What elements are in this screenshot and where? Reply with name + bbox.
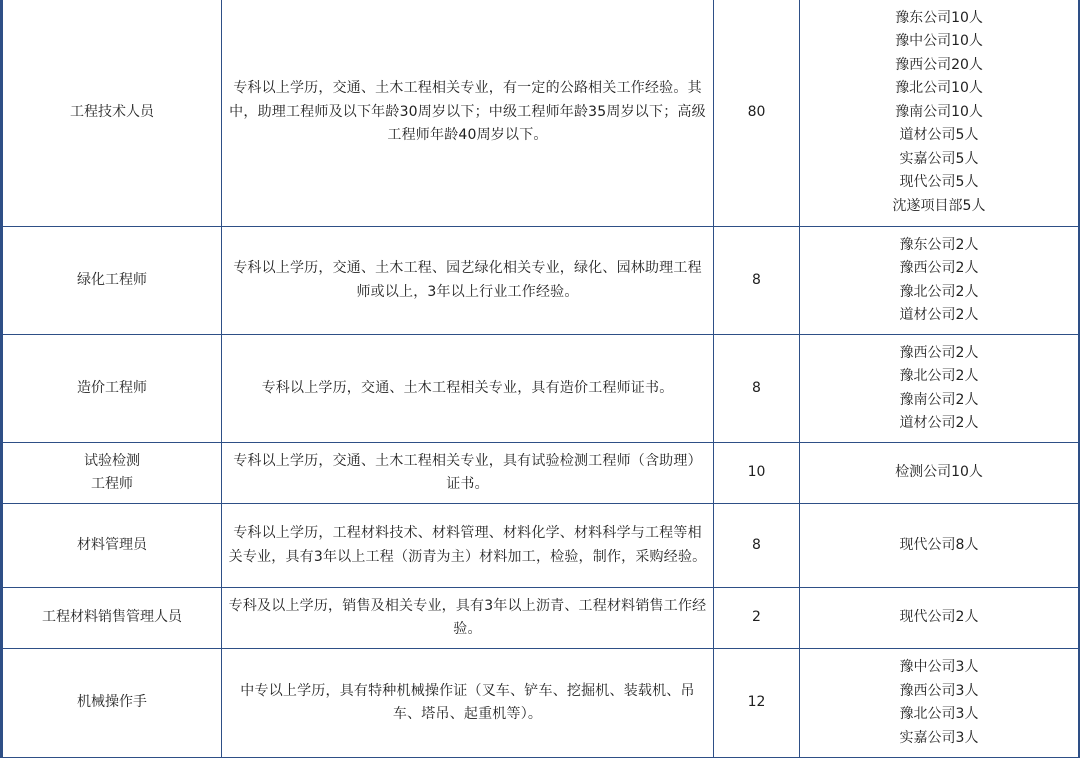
requirement-text: 专科以上学历，工程材料技术、材料管理、材料化学、材料科学与工程等相关专业，具有3年以上工程（沥青为主）材料加工，检验，制作，采购经验。	[228, 525, 707, 565]
distribution-item: 豫北公司10人	[895, 80, 983, 97]
position-name: 工程技术人员	[70, 103, 154, 120]
headcount-cell: 12	[714, 649, 800, 758]
distribution-item: 现代公司2人	[899, 609, 979, 626]
headcount-cell: 8	[714, 504, 800, 588]
distribution-cell	[800, 227, 1079, 335]
table-row	[3, 335, 1079, 443]
distribution-item: 豫西公司20人	[895, 56, 983, 73]
distribution-item: 检测公司10人	[895, 464, 983, 481]
distribution-item: 豫北公司3人	[899, 706, 979, 722]
distribution-item: 豫西公司3人	[899, 682, 979, 699]
position-cell	[3, 443, 222, 504]
distribution-cell	[800, 504, 1079, 588]
position-name: 工程材料销售管理人员	[42, 609, 182, 626]
position-cell	[3, 335, 222, 443]
requirement-text: 专科以上学历，交通、土木工程相关专业，具有造价工程师证书。	[261, 379, 674, 396]
position-name: 试验检测	[84, 452, 140, 469]
position-name: 绿化工程师	[77, 271, 147, 288]
requirement-cell	[222, 504, 714, 588]
distribution-cell	[800, 649, 1079, 758]
position-name: 机械操作手	[77, 694, 147, 711]
headcount-cell: 8	[714, 335, 800, 443]
distribution-item: 豫东公司10人	[895, 9, 983, 26]
requirement-cell	[222, 443, 714, 504]
requirement-text: 专科以上学历，交通、土木工程、园艺绿化相关专业，绿化、园林助理工程师或以上，3年以上行业工作经验。	[233, 260, 702, 300]
requirement-text: 专科及以上学历，销售及相关专业，具有3年以上沥青、工程材料销售工作经验。	[228, 597, 707, 637]
distribution-item: 豫北公司2人	[899, 368, 979, 384]
position-name: 造价工程师	[77, 379, 147, 396]
position-name: 材料管理员	[77, 536, 147, 553]
distribution-item: 实嘉公司5人	[899, 150, 979, 167]
table-row	[3, 649, 1079, 758]
distribution-item: 道材公司2人	[899, 415, 979, 431]
distribution-item: 豫东公司2人	[899, 236, 979, 253]
table-body	[3, 0, 1079, 758]
table-row	[3, 443, 1079, 504]
distribution-item: 道材公司2人	[899, 307, 979, 323]
distribution-item: 豫南公司10人	[895, 103, 983, 120]
distribution-item: 豫南公司2人	[899, 391, 979, 408]
headcount-cell: 10	[714, 443, 800, 504]
distribution-item: 沈遂项目部5人	[892, 197, 986, 214]
distribution-item: 豫中公司3人	[899, 659, 979, 675]
requirement-text: 专科以上学历，交通、土木工程相关专业，有一定的公路相关工作经验。其中，助理工程师及以下年龄30周岁以下；中级工程师年龄35周岁以下；高级工程师年龄40周岁以下。	[229, 80, 706, 144]
table-row	[3, 0, 1079, 227]
table-row	[3, 588, 1079, 649]
distribution-item: 豫西公司2人	[899, 260, 979, 276]
distribution-item: 豫北公司2人	[899, 283, 979, 300]
distribution-cell	[800, 335, 1079, 443]
requirement-cell	[222, 649, 714, 758]
position-name: 工程师	[91, 476, 133, 492]
position-cell	[3, 504, 222, 588]
requirement-text: 专科以上学历，交通、土木工程相关专业，具有试验检测工程师（含助理）证书。	[233, 452, 702, 492]
distribution-item: 道材公司5人	[899, 127, 979, 144]
table-row	[3, 504, 1079, 588]
requirement-cell	[222, 227, 714, 335]
headcount-cell: 8	[714, 227, 800, 335]
distribution-item: 豫中公司10人	[895, 33, 983, 50]
distribution-item: 实嘉公司3人	[899, 729, 979, 746]
requirement-cell	[222, 588, 714, 649]
distribution-item: 现代公司5人	[899, 174, 979, 191]
distribution-cell	[800, 443, 1079, 504]
distribution-cell	[800, 0, 1079, 227]
distribution-cell	[800, 588, 1079, 649]
recruitment-table	[2, 0, 1079, 758]
position-cell	[3, 227, 222, 335]
position-cell	[3, 0, 222, 227]
distribution-item: 豫西公司2人	[899, 344, 979, 361]
requirement-cell	[222, 0, 714, 227]
headcount-cell: 80	[714, 0, 800, 227]
position-cell	[3, 588, 222, 649]
headcount-cell: 2	[714, 588, 800, 649]
distribution-item: 现代公司8人	[899, 536, 979, 553]
position-cell	[3, 649, 222, 758]
requirement-text: 中专以上学历，具有特种机械操作证（叉车、铲车、挖掘机、装载机、吊车、塔吊、起重机等）。	[240, 682, 695, 722]
requirement-cell	[222, 335, 714, 443]
table-row	[3, 227, 1079, 335]
